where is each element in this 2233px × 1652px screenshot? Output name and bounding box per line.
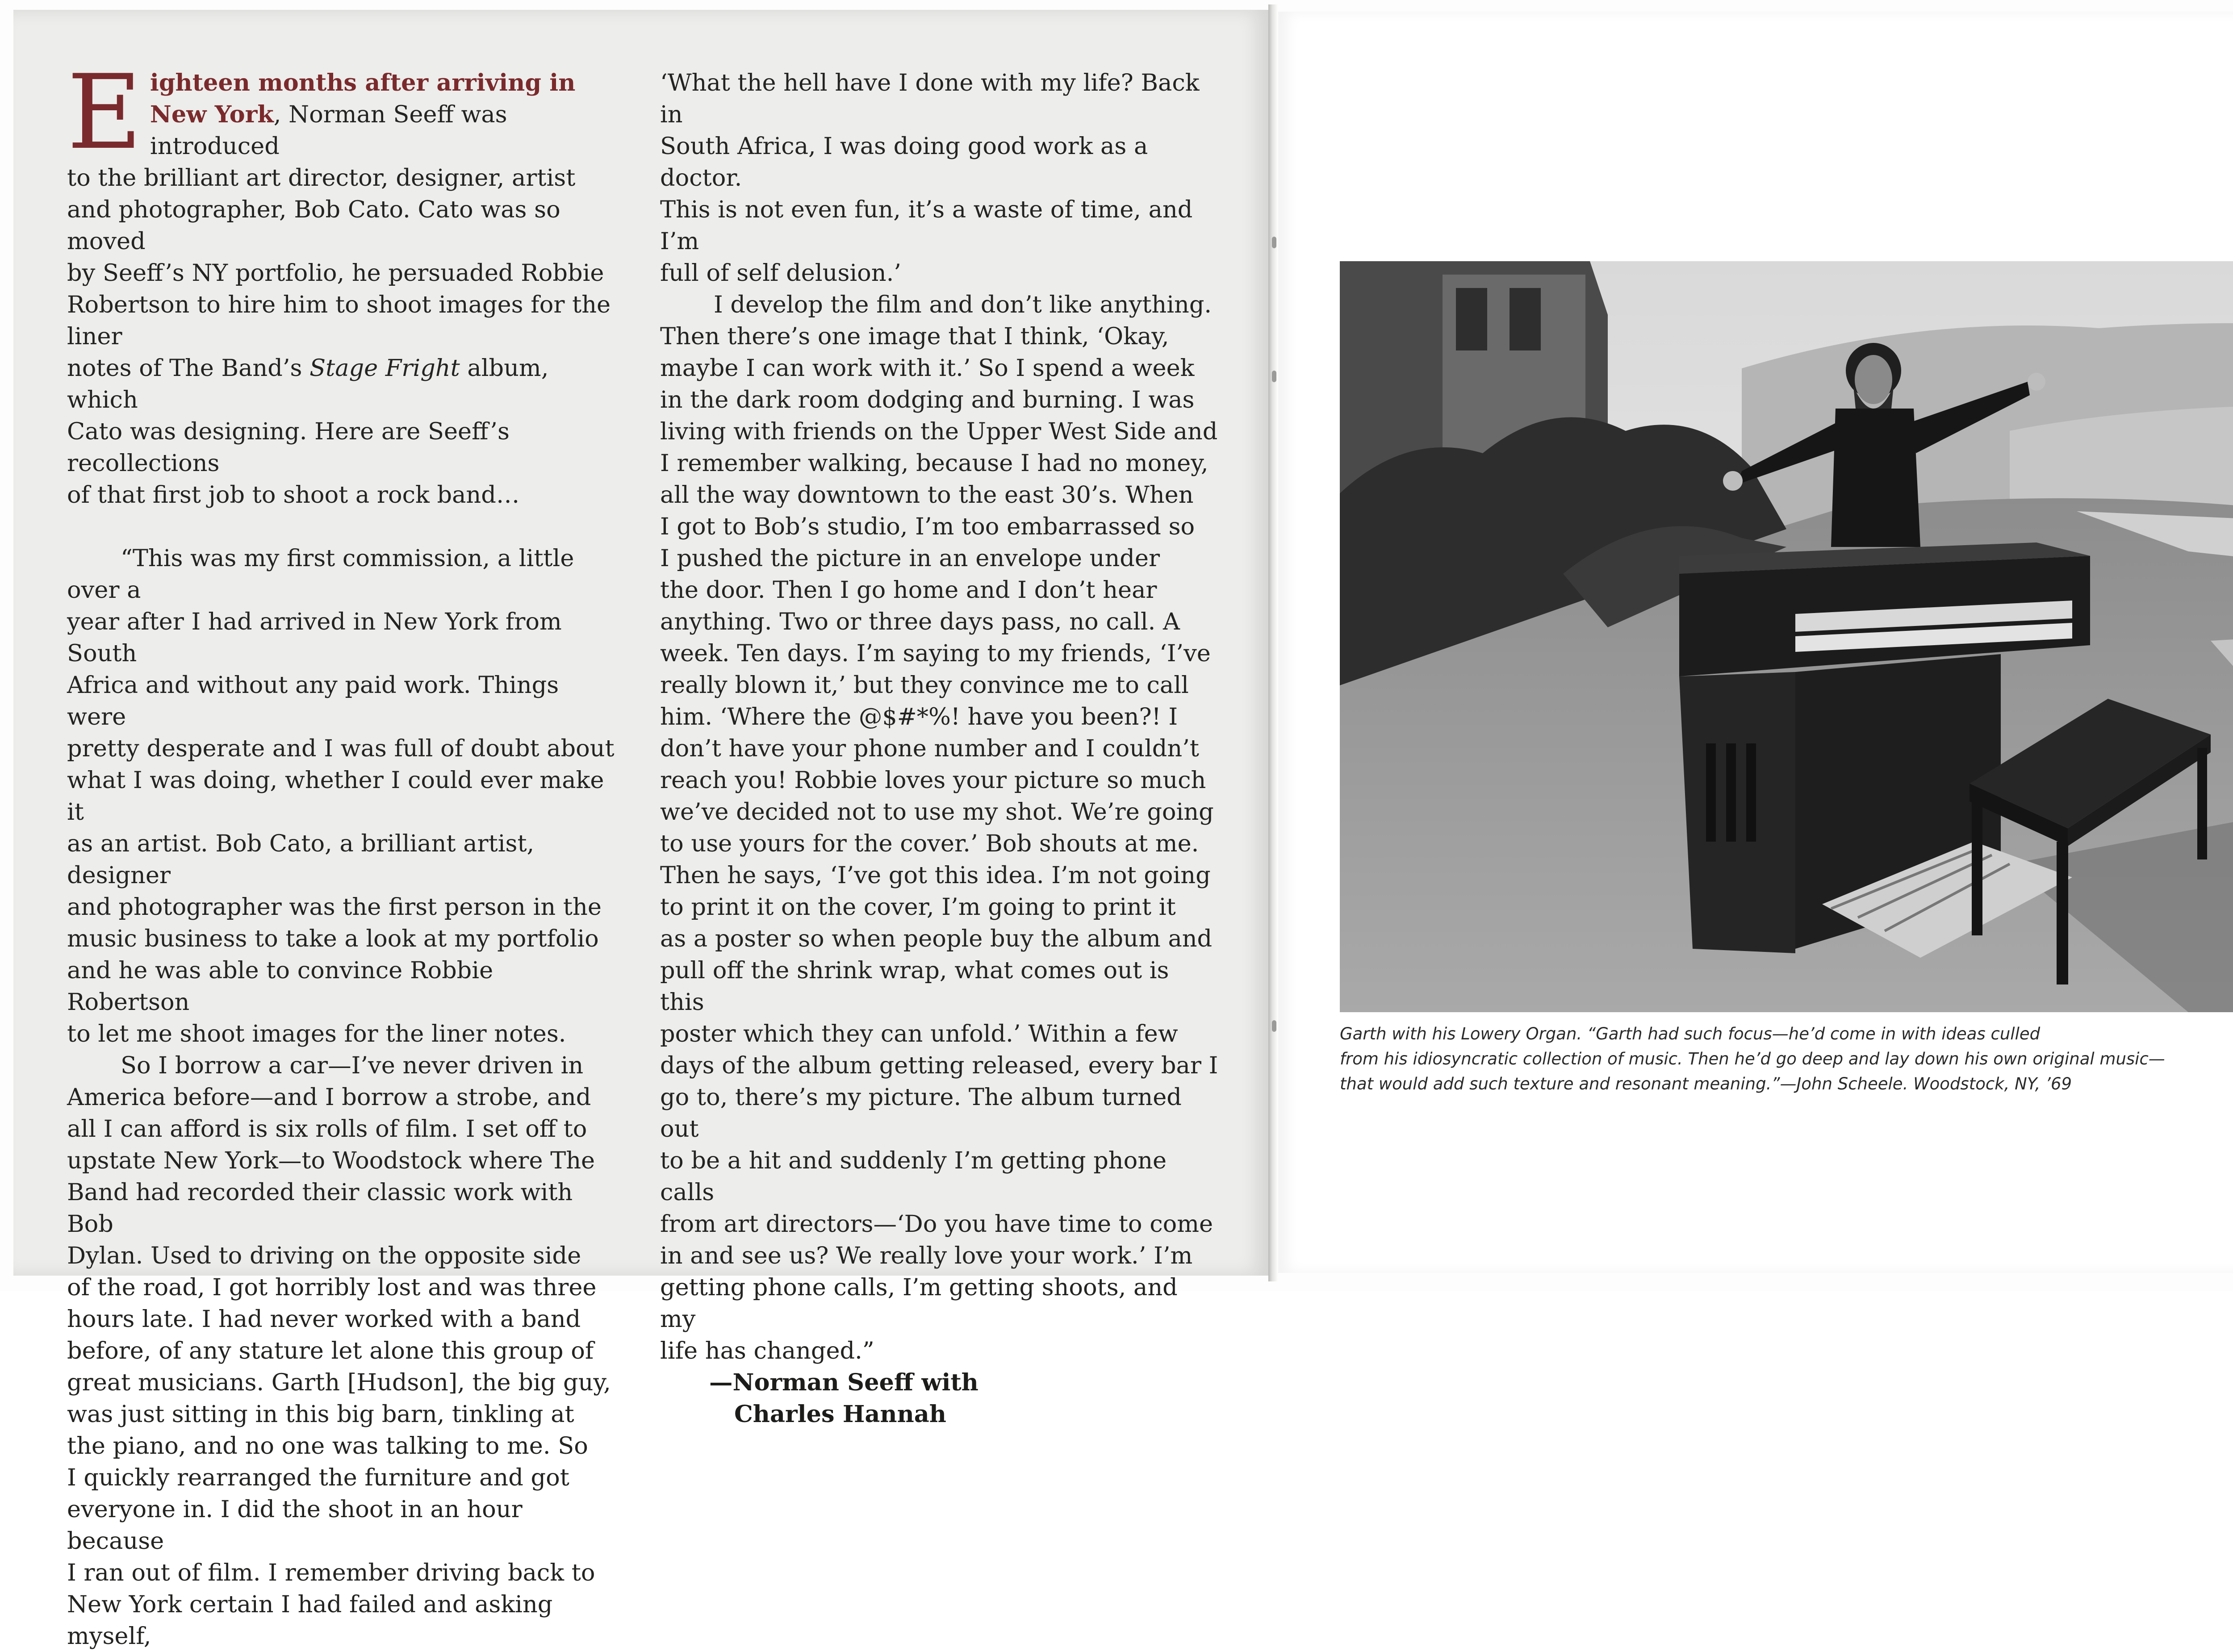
text-line: hours late. I had never worked with a band <box>67 1306 581 1333</box>
text-line: “This was my first commission, a little over a <box>67 545 574 604</box>
text-line: living with friends on the Upper West Side and <box>660 418 1218 445</box>
text-line: the piano, and no one was talking to me. So <box>67 1432 588 1460</box>
text-line: great musicians. Garth [Hudson], the big guy, <box>67 1369 611 1396</box>
intro-line: , Norman Seeff was introduced <box>150 101 507 160</box>
text-line: all I can afford is six rolls of film. I set off to <box>67 1115 587 1143</box>
text-line: poster which they can unfold.’ Within a few <box>660 1020 1178 1047</box>
text-line: to let me shoot images for the liner notes. <box>67 1020 566 1047</box>
text-line: maybe I can work with it.’ So I spend a week <box>660 355 1195 382</box>
text-line: before, of any stature let alone this group of <box>67 1337 594 1364</box>
text-line: full of self delusion.’ <box>660 259 901 287</box>
text-line: I pushed the picture in an envelope under <box>660 545 1160 572</box>
lead-in-text: ighteen months after arriving in <box>150 69 576 96</box>
article-column-1 <box>67 53 621 1652</box>
text-line: South Africa, I was doing good work as a doctor. <box>660 133 1148 192</box>
text-line: getting phone calls, I’m getting shoots, and my <box>660 1274 1178 1333</box>
body-paragraph <box>67 542 621 1050</box>
text-line: what I was doing, whether I could ever make it <box>67 767 604 826</box>
text-line: days of the album getting released, every bar I <box>660 1052 1218 1079</box>
text-line: year after I had arrived in New York from South <box>67 608 562 667</box>
text-line: America before—and I borrow a strobe, and <box>67 1084 591 1111</box>
text-line: Dylan. Used to driving on the opposite side <box>67 1242 581 1269</box>
intro-line: notes of The Band’s <box>67 355 310 382</box>
intro-line: Cato was designing. Here are Seeff’s recollections <box>67 418 510 477</box>
text-line: reach you! Robbie loves your picture so much <box>660 767 1206 794</box>
page-gutter <box>1268 4 1278 1281</box>
text-line: was just sitting in this big barn, tinkling at <box>67 1401 574 1428</box>
text-line: really blown it,’ but they convince me to call <box>660 672 1189 699</box>
text-line: I got to Bob’s studio, I’m too embarrassed so <box>660 513 1195 540</box>
lead-in-location: New York <box>150 101 274 128</box>
text-line: I quickly rearranged the furniture and got <box>67 1464 569 1491</box>
text-line: him. ‘Where the @$#*%! have you been?! I <box>660 703 1178 730</box>
intro-line: of that first job to shoot a rock band… <box>67 481 520 509</box>
article-column-2 <box>660 67 1218 1430</box>
text-line: as a poster so when people buy the album and <box>660 925 1213 952</box>
text-line: in the dark room dodging and burning. I was <box>660 386 1195 413</box>
text-line: New York certain I had failed and asking myself, <box>67 1591 553 1650</box>
text-line: to use yours for the cover.’ Bob shouts at me. <box>660 830 1199 857</box>
staple-mark <box>1272 371 1276 382</box>
text-line: So I borrow a car—I’ve never driven in <box>121 1052 584 1079</box>
text-line: go to, there’s my picture. The album turned out <box>660 1084 1182 1143</box>
body-paragraph <box>660 67 1218 289</box>
text-line: we’ve decided not to use my shot. We’re going <box>660 798 1214 826</box>
garth-organ-photo <box>1340 261 2233 1012</box>
byline-line: Charles Hannah <box>734 1401 946 1428</box>
text-line: I develop the film and don’t like anything. <box>714 291 1212 318</box>
text-line: and he was able to convince Robbie Robertson <box>67 957 493 1016</box>
caption-line: that would add such texture and resonant meaning.”—John Scheele. Woodstock, NY, ’69 <box>1340 1074 2072 1093</box>
text-line: pull off the shrink wrap, what comes out is this <box>660 957 1169 1016</box>
text-line: Then there’s one image that I think, ‘Okay, <box>660 323 1169 350</box>
text-line: everyone in. I did the shoot in an hour because <box>67 1496 523 1555</box>
text-line: in and see us? We really love your work.’ I’m <box>660 1242 1193 1269</box>
caption-line: Garth with his Lowery Organ. “Garth had such focus—he’d come in with ideas culled <box>1340 1024 2041 1043</box>
text-line: Then he says, ‘I’ve got this idea. I’m not going <box>660 862 1211 889</box>
text-line: anything. Two or three days pass, no call. A <box>660 608 1180 635</box>
body-paragraph <box>67 1050 621 1652</box>
text-line: Band had recorded their classic work with Bob <box>67 1179 573 1238</box>
photo-caption <box>1340 1022 2233 1097</box>
intro-line: to the brilliant art director, designer, artist <box>67 164 576 192</box>
text-line: of the road, I got horribly lost and was three <box>67 1274 597 1301</box>
byline <box>709 1367 1218 1430</box>
text-line: music business to take a look at my portfolio <box>67 925 599 952</box>
drop-cap: E <box>67 53 142 172</box>
intro-paragraph <box>67 53 621 511</box>
text-line: I ran out of film. I remember driving back to <box>67 1559 595 1586</box>
intro-line: album, which <box>67 355 549 413</box>
text-line: week. Ten days. I’m saying to my friends, ‘I’ve <box>660 640 1211 667</box>
text-line: life has changed.” <box>660 1337 874 1364</box>
text-line: to be a hit and suddenly I’m getting phone calls <box>660 1147 1167 1206</box>
intro-line: Robertson to hire him to shoot images for the liner <box>67 291 611 350</box>
byline-line: —Norman Seeff with <box>709 1369 979 1396</box>
staple-mark <box>1272 1020 1276 1032</box>
intro-line: and photographer, Bob Cato. Cato was so moved <box>67 196 560 255</box>
text-line: and photographer was the first person in the <box>67 893 602 921</box>
caption-line: from his idiosyncratic collection of music. Then he’d go deep and lay down his own original music— <box>1340 1049 2165 1068</box>
text-line: from art directors—‘Do you have time to come <box>660 1210 1213 1238</box>
text-line: Africa and without any paid work. Things were <box>67 672 559 730</box>
text-line: pretty desperate and I was full of doubt about <box>67 735 615 762</box>
body-paragraph <box>660 289 1218 1367</box>
album-title: Stage Fright <box>309 355 460 382</box>
text-line: the door. Then I go home and I don’t hear <box>660 576 1157 604</box>
text-line: to print it on the cover, I’m going to print it <box>660 893 1176 921</box>
text-line: all the way downtown to the east 30’s. When <box>660 481 1194 509</box>
text-line: This is not even fun, it’s a waste of time, and I’m <box>660 196 1193 255</box>
intro-line: by Seeff’s NY portfolio, he persuaded Robbie <box>67 259 604 287</box>
text-line: ‘What the hell have I done with my life? Back in <box>660 69 1200 128</box>
text-line: as an artist. Bob Cato, a brilliant artist, designer <box>67 830 535 889</box>
text-line: I remember walking, because I had no money, <box>660 450 1208 477</box>
text-line: don’t have your phone number and I couldn’t <box>660 735 1200 762</box>
text-line: upstate New York—to Woodstock where The <box>67 1147 595 1174</box>
staple-mark <box>1272 237 1276 248</box>
photo-illustration <box>1340 261 2233 1012</box>
